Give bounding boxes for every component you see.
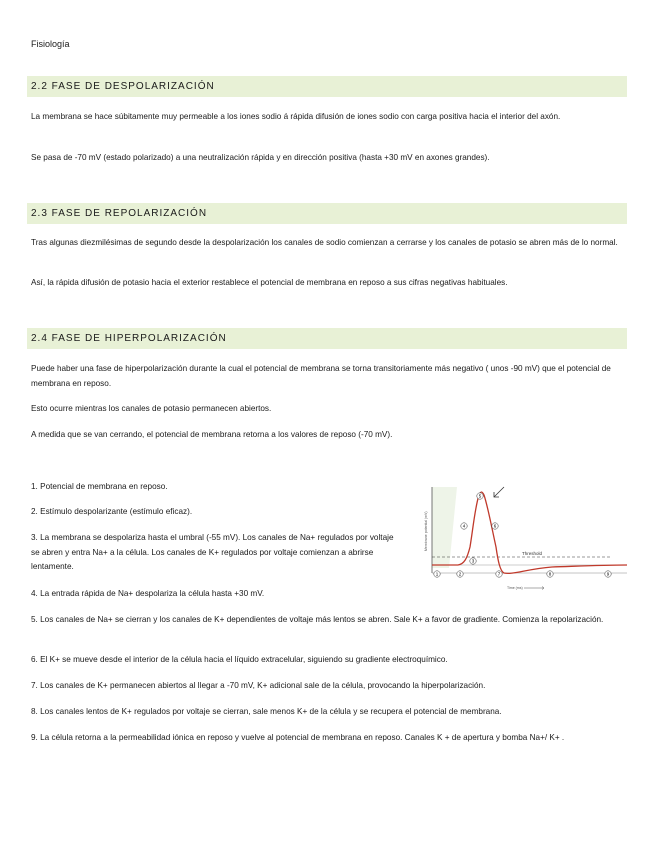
paragraph: Tras algunas diezmilésimas de segundo desde la despolarización los canales de sodio comienzan a cerrarse y los canales de potasio se abren más de lo normal.: [31, 238, 618, 247]
x-axis-label: Time (ms): [507, 586, 523, 590]
step-item: 8. Los canales lentos de K+ regulados por voltaje se cierran, sale menos K+ de la célula y se recupera el potencial de membrana.: [31, 707, 502, 716]
step-item: 9. La célula retorna a la permeabilidad iónica en reposo y vuelve al potencial de membrana en reposo. Canales K + de apertura y bomba Na+/ K+ .: [31, 733, 565, 742]
step-item: 3. La membrana se despolariza hasta el umbral (-55 mV). Los canales de Na+ regulados por voltaje se abren y entra Na+ a la célula. Los canales de K+ regulados por voltaje comienzan a abrirse lentamente.: [31, 533, 394, 571]
step-item: 1. Potencial de membrana en reposo.: [31, 482, 168, 491]
svg-text:5: 5: [478, 493, 482, 499]
stimulus-arrow: [494, 487, 504, 497]
svg-text:6: 6: [493, 523, 497, 529]
step-item: 7. Los canales de K+ permanecen abiertos al llegar a -70 mV, K+ adicional sale de la célula, provocando la hiperpolarización.: [31, 681, 486, 690]
marker-2: [457, 571, 463, 577]
marker-7: [496, 571, 502, 577]
svg-text:4: 4: [462, 523, 466, 529]
paragraph: Así, la rápida difusión de potasio hacia el exterior restablece el potencial de membrana en reposo a sus cifras negativas habituales.: [31, 278, 508, 287]
diagram-shade: [432, 487, 457, 568]
step-item: 6. El K+ se mueve desde el interior de la célula hacia el líquido extracelular, siguiendo su gradiente electroquímico.: [31, 655, 448, 664]
paragraph: La membrana se hace súbitamente muy permeable a los iones sodio á rápida difusión de iones sodio con carga positiva hacia el interior del axón.: [31, 112, 561, 121]
svg-text:3: 3: [471, 558, 475, 564]
section-title-repolarizacion: 2.3 FASE DE REPOLARIZACIÓN: [27, 203, 627, 224]
section-title-despolarizacion: 2.2 FASE DE DESPOLARIZACIÓN: [27, 76, 627, 97]
marker-8: [547, 571, 553, 577]
action-potential-curve: [432, 492, 627, 573]
section-title-hiperpolarizacion: 2.4 FASE DE HIPERPOLARIZACIÓN: [27, 328, 627, 349]
svg-text:1: 1: [435, 571, 439, 577]
threshold-label: Threshold: [522, 551, 543, 556]
paragraph: Esto ocurre mientras los canales de potasio permanecen abiertos.: [31, 404, 272, 413]
y-axis-label: Membrane potential (mV): [424, 511, 428, 551]
marker-1: [434, 571, 440, 577]
marker-6: [492, 523, 498, 529]
marker-5: [477, 493, 483, 499]
marker-3: [470, 558, 476, 564]
page-header: Fisiología: [31, 39, 70, 49]
svg-text:9: 9: [606, 571, 610, 577]
action-potential-svg: [412, 481, 630, 597]
step-item: 5. Los canales de Na+ se cierran y los canales de K+ dependientes de voltaje más lentos se abren. Sale K+ a favor de gradiente. Comienza la repolarización.: [31, 615, 604, 624]
paragraph: Puede haber una fase de hiperpolarización durante la cual el potencial de membrana se torna transitoriamente más negativo ( unos -90 mV) que el potencial de membrana en reposo.: [31, 364, 611, 388]
step-item: 2. Estímulo despolarizante (estímulo eficaz).: [31, 507, 193, 516]
paragraph: A medida que se van cerrando, el potencial de membrana retorna a los valores de reposo (-70 mV).: [31, 430, 393, 439]
svg-text:7: 7: [497, 571, 501, 577]
action-potential-diagram: [412, 481, 630, 597]
svg-text:8: 8: [548, 571, 552, 577]
marker-9: [605, 571, 611, 577]
marker-4: [461, 523, 467, 529]
paragraph: Se pasa de -70 mV (estado polarizado) a una neutralización rápida y en dirección positiva (hasta +30 mV en axones grandes).: [31, 153, 490, 162]
step-item: 4. La entrada rápida de Na+ despolariza la célula hasta +30 mV.: [31, 589, 265, 598]
svg-text:2: 2: [458, 571, 462, 577]
